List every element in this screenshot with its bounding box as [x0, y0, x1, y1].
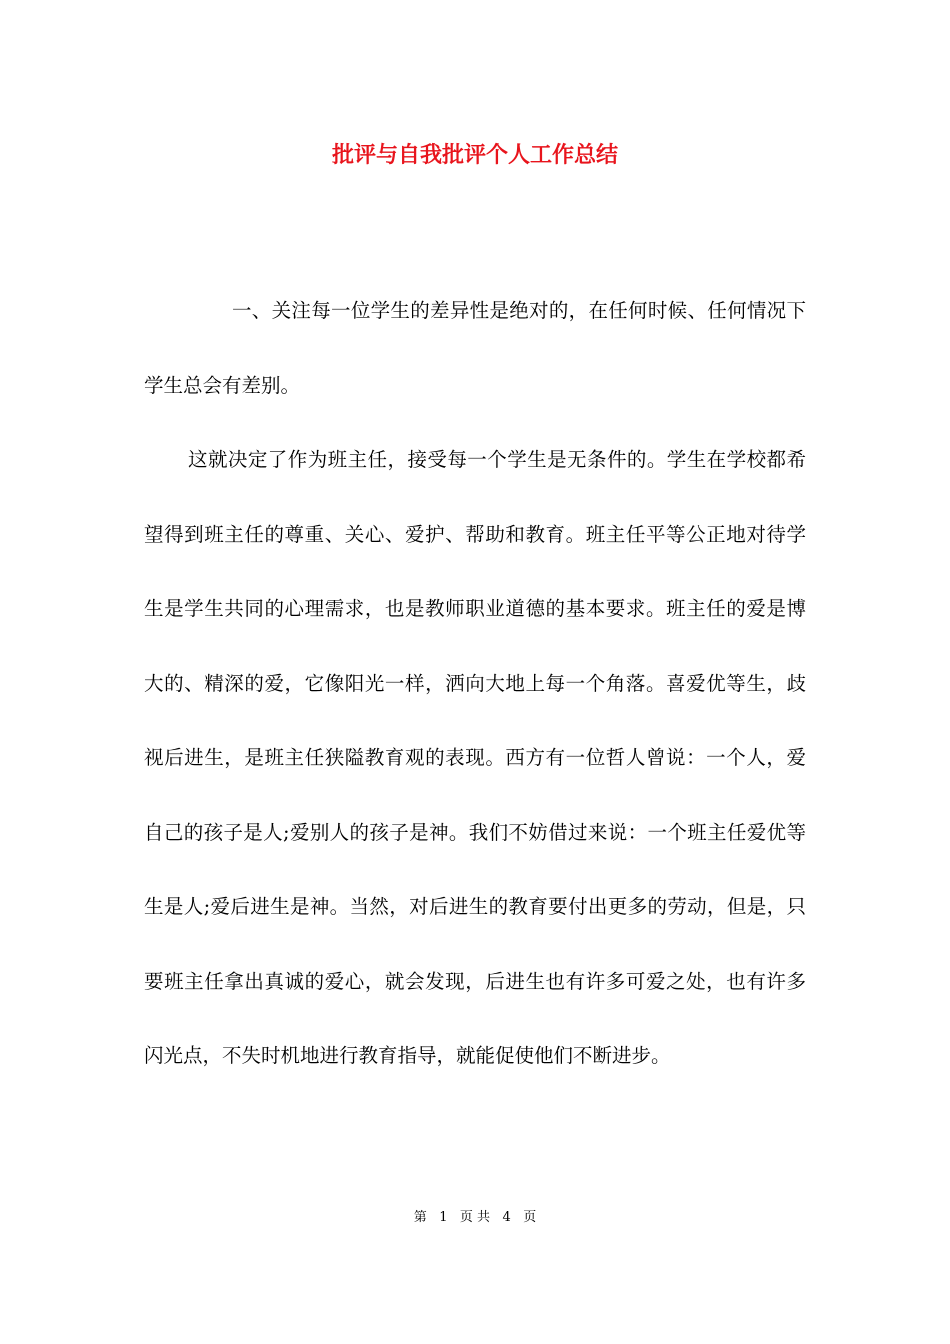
- footer-suffix: 页: [523, 1210, 537, 1225]
- total-pages-number: 4: [502, 1210, 511, 1225]
- paragraph: 一、关注每一位学生的差异性是绝对的，在任何时候、任何情况下学生总会有差别。: [144, 299, 806, 397]
- document-body: [144, 274, 806, 1094]
- footer-prefix: 第: [413, 1210, 427, 1225]
- page-footer: [0, 1208, 950, 1228]
- paragraph: 这就决定了作为班主任，接受每一个学生是无条件的。学生在学校都希望得到班主任的尊重、关心、爱护、帮助和教育。班主任平等公正地对待学生是学生共同的心理需求，也是教师职业道德的基本要求。班主任的爱是博大的、精深的爱，它像阳光一样，洒向大地上每一个角落。喜爱优等生，歧视后进生，是班主任狭隘教育观的表现。西方有一位哲人曾说：一个人，爱自己的孩子是人;爱别人的孩子是神。我们不妨借过来说：一个班主任爱优等生是人;爱后进生是神。当然，对后进生的教育要付出更多的劳动，但是，只要班主任拿出真诚的爱心，就会发现，后进生也有许多可爱之处，也有许多闪光点，不失时机地进行教育指导，就能促使他们不断进步。: [144, 448, 806, 1067]
- page-title: 批评与自我批评个人工作总结: [331, 142, 618, 168]
- current-page-number: 1: [439, 1210, 448, 1225]
- footer-middle: 页 共: [459, 1210, 491, 1225]
